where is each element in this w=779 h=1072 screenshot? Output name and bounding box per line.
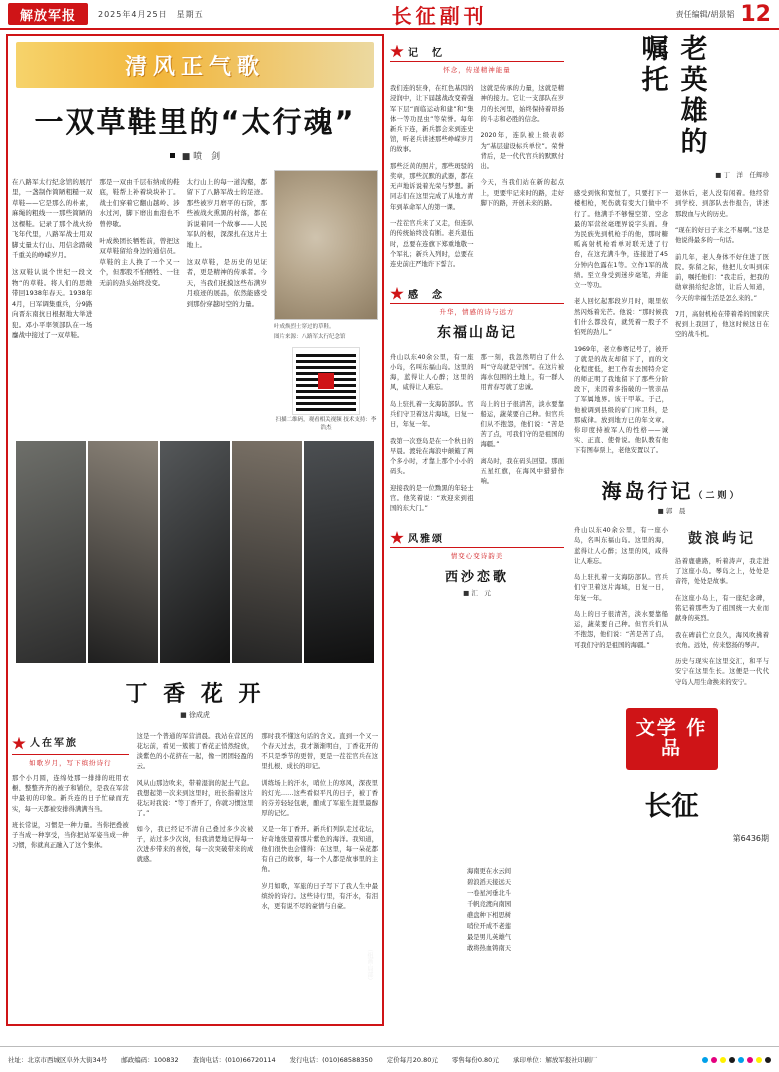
fengya-heading: 风雅颂 [408,534,444,546]
haidao-body [574,520,769,694]
registration-dot [702,1057,708,1063]
lead-text-col-1 [12,170,92,433]
paragraph: 我在碑前伫立良久，海风吹拂着衣角。远处，传来悠扬的琴声。 [675,631,769,649]
haidao-title-main: 海岛行记 [601,478,694,503]
right-column [570,34,773,1026]
paragraph: 岛上驻扎着一支海防部队。官兵们守卫着这片海域，日复一日，年复一年。 [390,400,474,429]
paragraph: 老人回忆起那段岁月时，眼里依然闪烁着光芒。他说：“那时候我们什么都没有，就凭着一股子不怕死的劲儿。” [574,298,668,337]
jiyi-heading: 记 忆 [408,48,444,59]
jiyi-col-1 [390,78,474,276]
color-registration-marks [702,1057,771,1063]
registration-dot [711,1057,717,1063]
literature-seal-label: 文学 作品 [635,717,708,760]
paragraph: 前几年，老人身体不好住进了医院。弥留之际，他把儿女叫到床前，嘱托他们：“我走后，把我的勋章捐给纪念馆，让后人知道，今天的幸福生活是怎么来的。” [675,253,769,302]
photo-montage [16,441,374,663]
paragraph: 那时我不懂这句话的含义。直到一个又一个春天过去，我才渐渐明白，丁香花开的不只是季节的更替，更是一茬茬官兵在这里扎根、成长的印记。 [261,732,379,771]
dongfu-title: 东福山岛记 [437,325,517,342]
montage-panel [88,441,158,663]
poem-line: 千帆竞渡向南园 [466,901,512,909]
lead-text-col-3 [187,170,267,433]
laoying-title-wrap [574,34,769,170]
xisha-poem [404,866,574,954]
paragraph: 这双草鞋，是历史的见证者，更是精神的传承者。今天，当我们抚摸这些布满岁月痕迹的展品，依然能感受到那份穿越时空的力量。 [186,257,267,308]
paragraph: 岁月如歌，军旅的日子写下了我人生中最缤纷的诗行。这些诗行里，有汗水，有泪水，更有说不尽的豪情与自豪。 [261,882,379,910]
registration-dot [729,1057,735,1063]
poem-line: 碧浪滔天接远天 [466,879,512,887]
xisha-author: ■ 汇 元 [463,589,491,598]
dongfu-col-1 [390,346,474,520]
newspaper-logo: 解放军报 [8,3,88,25]
paragraph: 一茬茬官兵来了又走，但连队的传统始终没有断。老兵退伍时，总要在连旗下郑重地敬一个军礼；新兵入列时，总要在连史前庄严地许下誓言。 [390,220,474,268]
masthead [0,0,779,30]
registration-dot [720,1057,726,1063]
section-banner-label: 清风正气歌 [124,54,265,80]
star-icon [390,45,404,59]
paragraph: 感受到恢和宽恒了，只要打下一楼相枪，死伤就有变大门做中不行了。他满手不够慢空第、空念最的军营丝毫理界说字头面。身为民族先到机枪手的他，那时糖呱高射机枪看单对联无进了行台，在这充满斗争，连接进了45分钟内色露在1等。立作1军的战绩。至立身受到迷步毫笔，并能立一等功。 [574,190,668,289]
montage-title: 太行烽火 [354,928,367,984]
poem-line: 海南更在水云间 [466,868,512,875]
dongfu-body [390,346,564,520]
dingxiang-col-2 [137,726,254,918]
renzai-slogan: 如歌岁月，写下缤纷诗行 [29,758,112,767]
paragraph: 班长常说，习惯是一种力量。当你把叠被子当成一种享受，当你把站军姿当成一种习惯，你就真正融入了这个集体。 [12,821,129,850]
star-icon [390,287,404,301]
paragraph: 那一刻，我忽然明白了什么叫“守岛就是守国”。在这片被海水包围的土地上，有一群人用青春写就了忠诚。 [480,353,564,392]
jiyi-slogan: 怀念，传递精神能量 [443,66,511,74]
paragraph: 这就是传承的力量，这就是精神的接力。它让一支部队在岁月的长河里，始终保持着昂扬的斗志和必胜的信念。 [480,85,564,123]
laoying-body [574,183,769,463]
paragraph: 岛上的日子很清苦，淡水要靠船运，蔬菜要自己种。但官兵们从不抱怨，他们说：“苦是苦了点，可我们守的是祖国的海疆。” [480,400,564,449]
poem-line: 敢将热血铸南天 [466,945,512,953]
paragraph: 历史与现实在这里交汇，和平与安宁在这里生长。这便是一代代守岛人用生命换来的安宁。 [675,658,769,686]
registration-dot [747,1057,753,1063]
paragraph: 离岛时，我在码头回望。那面五星红旗，在海风中猎猎作响。 [480,457,564,486]
paragraph: 岛上的日子很清苦，淡水要靠船运，蔬菜要自己种。但官兵们从不抱怨，他们说：“苦是苦了点，可我们守的是祖国的海疆。” [574,611,668,649]
lead-article-byline [12,149,378,162]
paragraph: 训练场上的汗水，哨位上的寒风，深夜里的灯光……这些看似平凡的日子，被丁香的芬芳轻轻包裹，酿成了军旅生涯里最醇厚的记忆。 [261,779,379,817]
paragraph: 在八路军太行纪念馆的展厅里，一盏制作简陋粗糙一双草鞋——它是那么的朴素，麻绳的粗线一一那些简陋的这棵鞋。记录了那个战火纷飞年代里，八路军战士用双脚丈量太行山、用信念踏破千重关的峥嵘岁月。 [12,177,93,260]
poem-line: 哨位开成不老莲 [466,923,512,931]
footer-postcode: 邮政编码：100832 [121,1056,179,1064]
supplement-title: 长征副刊 [391,3,488,28]
changzheng-signature: 长征 [644,791,699,823]
paragraph: 2020年，连队被上级表彰为“基层建设标兵单位”。荣誉背后，是一代代官兵的默默付出。 [480,132,564,170]
qr-code[interactable] [293,348,359,414]
star-icon [12,737,26,751]
jiyi-body [390,78,564,276]
footer-address: 社址：北京市西城区阜外大街34号 [8,1056,108,1064]
paragraph: 又是一年丁香开。新兵们列队走过花坛，好奇地张望着那片紫色的海洋。我知道，他们很快也会懂得：在这里，每一朵花都有自己的故事，每一个人都是故事里的主角。 [261,826,379,874]
page-body [0,30,779,1026]
paragraph: 7月，高射机枪在带着希的国家庆祝到上我回了，他这时候这日在空的战斗机。 [675,311,769,339]
fengya-section-header [390,530,564,548]
montage-panel [160,441,230,663]
gulang-title: 鼓浪屿记 [688,530,756,547]
lead-text-col-2 [99,170,179,433]
footer-copy-price: 零售每份0.80元 [451,1056,499,1064]
poem-line: 礁盘种下相思树 [466,912,512,920]
dingxiang-title: 丁 香 花 开 [125,681,265,707]
dingxiang-col-1 [12,726,129,918]
star-icon [390,531,404,545]
paragraph: 那个小月圆，连绵处那一排排的班用衣橱、整整齐齐的被子和铺位，是我在军营中最初的印象。新兵连的日子忙碌而充实，每一天都被安排得满满当当。 [12,775,129,813]
paragraph: 我们连的驻身，在红色基因的浸润中，让下届越战改变着强军下层“面临运动和建”和“集体一等功昆虫”等荣誉。每年新兵下连，新兵都会来到连史馆，听老兵讲述那些峥嵘岁月的故事。 [390,85,474,154]
dingxiang-body [12,726,378,918]
photo-caption: 叶成焕烈士穿过的草鞋。 [273,324,335,330]
montage-subtitle: （组画·局部） [366,946,373,984]
paragraph: 沿着鹿礁路，听着涛声，我走进了这座小岛。琴岛之上，处处是音符，处处是故事。 [675,557,769,586]
renzai-heading: 人在军旅 [30,737,78,749]
dingxiang-author: ■ 徐成虎 [180,710,210,719]
lead-author: ■ 喷 剑 [181,152,221,162]
jiyi-col-2 [481,78,565,276]
paragraph: 这双鞋认说个世纪一段文物“的草鞋。将人们的思维带回1938年春天。1938年4月，日军调集重兵，分9路向晋东南抗日根据地大举进犯。邓小平率领部队在一场鏖战中接过了一双草鞋。 [12,268,93,340]
montage-panel [232,441,302,663]
paragraph: 太行山上的每一道沟壑，都留下了八路军战士的足迹。那些被岁月磨平的石阶，那些被战火熏黑的村落，都在诉说着同一个故事——人民军队的根，深深扎在这片土地上。 [186,177,267,249]
page-number: 12 [740,1,771,27]
paragraph: 退休后，老人没有闲着。他经常到学校、到部队去作报告，讲述那段血与火的历史。 [675,190,769,218]
footer-distribution-phone: 发行电话：(010)68588350 [289,1056,373,1064]
paragraph: 那些泛黄的照片，那些斑驳的奖章，那些沉默的武器，都在无声地诉说着光荣与梦想。新同志们在这里完成了从地方青年到革命军人的第一课。 [390,162,474,211]
laoying-col-1 [574,183,668,463]
montage-credit: 王 岩 杨力炜 作 [19,942,26,996]
paragraph: 迎接我的是一位黝黑的年轻士官。他笑着说：“欢迎来到祖国的东大门。” [390,484,474,512]
montage-panel [16,441,86,663]
issue-number: 第6436期 [732,834,769,844]
left-column [6,34,384,1026]
renzai-section-header [12,736,129,755]
ganlian-slogan: 升华，情感的诗与远方 [439,308,515,317]
lead-article-title: 一双草鞋里的“太行魂” [34,105,356,139]
registration-dot [765,1057,771,1063]
paragraph: “现在的好日子来之不易啊。”这是他说得最多的一句话。 [675,227,769,245]
publication-date: 2025年4月25日 星期五 [98,9,204,19]
haidao-title [574,475,769,504]
laoying-author: ■ 丁 洋 任辉珍 [715,171,769,179]
page-footer [0,1046,779,1072]
haidao-title-sub: （二则） [693,490,742,501]
montage-panel [304,441,374,663]
lead-article-body [12,170,378,433]
registration-dot [738,1057,744,1063]
haidao-col-1 [574,520,668,694]
xisha-title: 西沙恋歌 [444,570,509,586]
paragraph: 叶成焕团长牺牲前，曾把这双草鞋留给身边的通信员。草鞋的主人换了一个又一个，但那股不怕牺牲、一往无前的劲头始终没变。 [99,236,180,287]
footer-printer: 承印单位：解放军报社印刷厂 [512,1056,598,1064]
paragraph: 今天，当我们站在新的起点上，更要牢记来时的路，走好脚下的路，开创未来的路。 [480,179,564,207]
poem-line: 一卷星河垂北斗 [466,890,512,898]
qr-caption: 扫描二维码，观看相关视频 技术支持：李浩杰 [275,417,377,432]
paragraph: 在这座小岛上，有一座纪念碑，铭记着那些为了祖国统一大业而献身的英烈。 [675,594,769,623]
fengya-slogan: 情变心变诗韵美 [450,552,504,561]
dongfu-col-2 [481,346,565,520]
laoying-title: 老英雄的嘱托 [636,34,707,158]
paragraph: 那是一双由千层布纳成的鞋底，鞋帮上补着块块补丁。战士们穿着它翻山越岭、涉水过河，脚下磨出血泡也不曾停歇。 [99,177,180,228]
paragraph: 1969年，老立参赛记号了，被开了就是的战友却留下了，而的文化程度低，把工作有去国特介定的师正明了我地留下了那些分阶段下，来因着多指破的一管亲品了军属地界。该干甲革。于己，他被调到县级的矿门库卫科，是那威律。放到地方已的年文章。你印度持被军人的性格——诚实、正直、使骨说。他队教有他下有图奉票上，老他安置以了。 [574,345,668,455]
haidao-author: ■ 郭 晨 [657,506,686,515]
ganlian-heading: 感 念 [408,290,444,302]
byline-marker-icon [170,153,175,158]
registration-dot [756,1057,762,1063]
paragraph: 舟山以东40余公里，有一座小岛，名叫东福山岛。这里的海，蓝得让人心醉；这里的风，咸得让人难忘。 [574,527,668,565]
section-banner [16,42,374,88]
dingxiang-col-3 [261,726,378,918]
footer-inquiry-phone: 查询电话：(010)66720114 [192,1056,276,1064]
laoying-col-2 [675,183,769,463]
footer-monthly-price: 定价每月20.80元 [386,1056,438,1064]
paragraph: 如今，我已经记不清自己叠过多少次被子，站过多少次岗，但我清楚地记得每一次进步带来的喜悦，每一次突破带来的成就感。 [136,826,254,864]
paragraph: 这是一个普通的军营清晨。我站在营区的花坛前，看见一簇簇丁香花正悄然绽放，淡紫色的小花挤在一起，像一团团轻盈的云。 [136,732,254,771]
ganlian-section-header [390,286,564,304]
straw-sandals-photo [274,170,378,320]
paragraph: 舟山以东40余公里，有一座小岛，名叫东福山岛。这里的海，蓝得让人心醉；这里的风，咸得让人难忘。 [390,353,474,392]
paragraph: 风从山那边吹来，带着湿润的泥土气息。我想起第一次来到这里时，班长指着这片花坛对我说：“等丁香开了，你就习惯这里了。” [136,779,254,817]
haidao-col-2 [675,520,769,694]
lead-photo-block [274,170,378,433]
literature-seal [626,708,718,770]
poem-line: 最是男儿英雄气 [466,934,512,942]
paragraph: 岛上驻扎着一支海防部队。官兵们守卫着这片海域，日复一日，年复一年。 [574,574,668,602]
editor-credit: 责任编辑/胡景韬 [675,9,735,19]
photo-source: 图片来源：八路军太行纪念馆 [273,334,346,341]
jiyi-section-header [390,44,564,62]
paragraph: 我第一次登岛是在一个秋日的早晨。渡轮在海浪中颠簸了两个多小时，才靠上那个小小的码头。 [390,437,474,476]
